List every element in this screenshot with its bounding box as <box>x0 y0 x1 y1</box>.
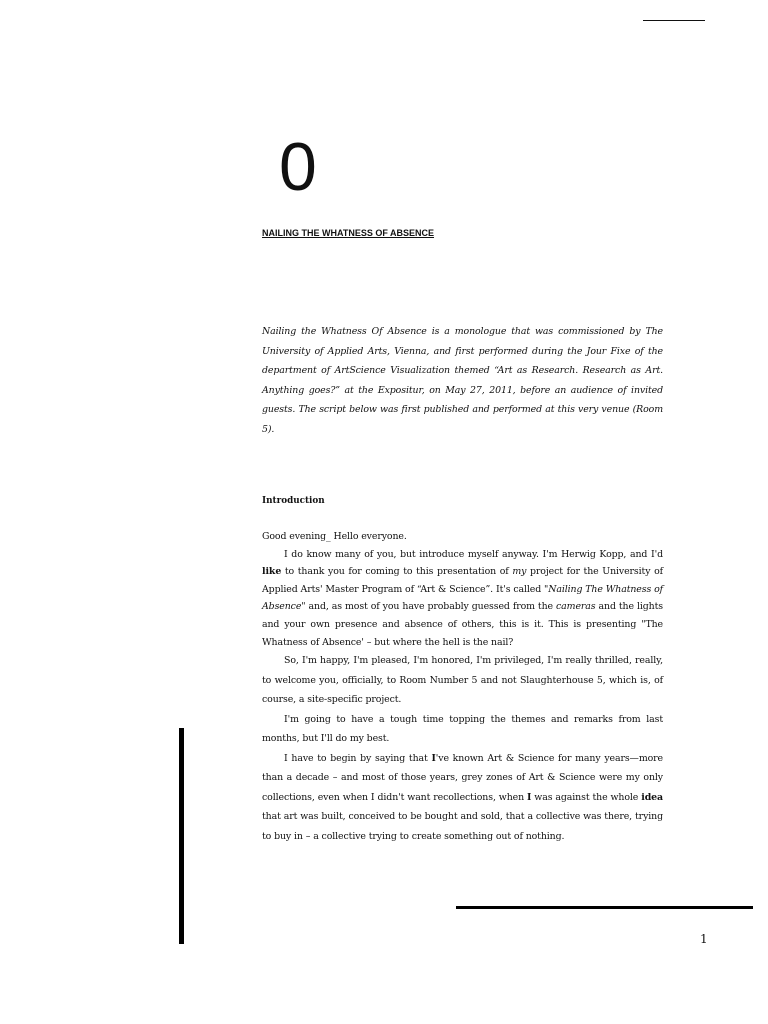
paragraph-introduction: I do know many of you, but introduce myself anyway. I'm Herwig Kopp, and I'd like to thank you for coming to this presentation of my project for the University of Applied Arts' Master Program of “Art & Science”. It's called "Nailing The Whatness of Absence" and, as most of you have probably guessed from the cameras and the lights and your own presence and absence of others, this is it. This is presenting "The Whatness of Absence' – but where the hell is the nail? <box>262 548 663 648</box>
body-text <box>262 528 663 846</box>
paragraph-art-science: I have to begin by saying that I've known Art & Science for many years—more than a decade – and most of those years, grey zones of Art & Science were my only collections, even when I didn't want recollections, when I was against the whole idea that art was built, conceived to be bought and sold, that a collective was there, trying to buy in – a collective trying to create something out of nothing. <box>262 752 663 842</box>
page-number: 1 <box>700 932 708 946</box>
section-heading: Introduction <box>262 496 325 506</box>
chapter-number: 0 <box>279 129 317 205</box>
paragraph-topping: I'm going to have a tough time topping the themes and remarks from last months, but I'll do my best. <box>262 713 663 745</box>
paragraph-greeting: Good evening_ Hello everyone. <box>262 531 407 542</box>
header-rule <box>643 20 705 21</box>
chapter-title: NAILING THE WHATNESS OF ABSENCE <box>262 228 435 238</box>
abstract-paragraph: Nailing the Whatness Of Absence is a monologue that was commissioned by The University of Applied Arts, Vienna, and first performed during the Jour Fixe of the department of ArtScience Visualization themed “Art as Research. Research as Art. Anything goes?” at the Expositur, on May 27, 2011, before an audience of invited guests. The script below was first published and performed at this very venue (Room 5). <box>262 326 663 435</box>
footer-rule <box>456 906 753 909</box>
margin-bar <box>179 728 184 944</box>
paragraph-welcome: So, I'm happy, I'm pleased, I'm honored, I'm privileged, I'm really thrilled, really, to welcome you, officially, to Room Number 5 and not Slaughterhouse 5, which is, of course, a site-specific project. <box>262 655 663 706</box>
